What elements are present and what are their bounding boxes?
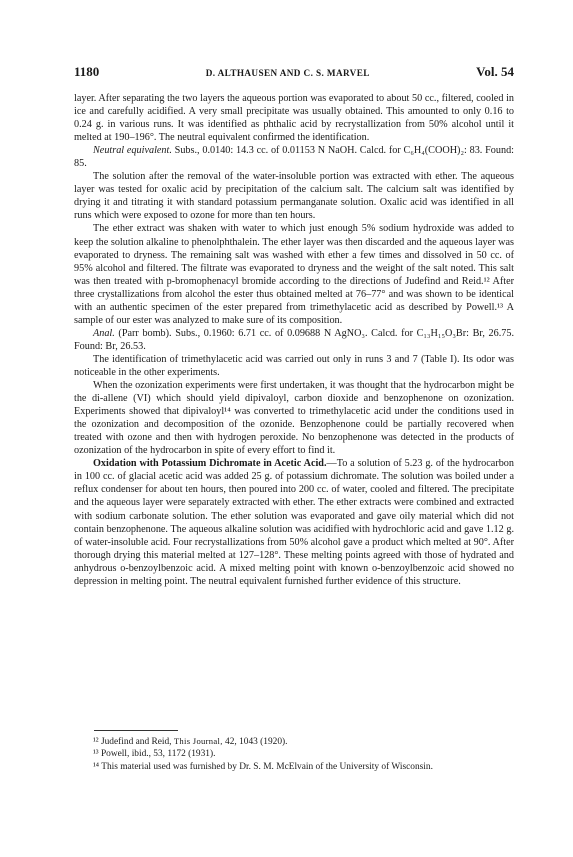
section-heading-dichromate: Oxidation with Potassium Dichromate in Acetic Acid. <box>93 458 327 470</box>
footnote-13: ¹³ Powell, ibid., 53, 1172 (1931). <box>93 749 216 760</box>
footnote-12-authors: ¹² Judefind and Reid, <box>93 737 174 747</box>
footnote-divider <box>94 730 178 731</box>
page-number: 1180 <box>74 64 100 79</box>
article-body <box>74 92 514 588</box>
running-head-authors: D. ALTHAUSEN AND C. S. MARVEL <box>205 68 370 78</box>
footnote-12-journal: This Journal, <box>173 736 223 746</box>
paragraph-oxalic-acid: The solution after the removal of the water-insoluble portion was extracted with ether. The aqueous layer was tested for oxalic acid by precipitation of the calcium salt. The calcium salt was identified by drying it and titrating it with standard potassium permanganate solution. Oxalic acid was identified in all runs which were exposed to ozone for more than ten hours. <box>74 171 514 222</box>
paragraph-dichromate-oxidation <box>74 457 514 587</box>
analysis-label: Anal. <box>93 327 115 339</box>
footnote-12-citation: 42, 1043 (1920). <box>222 737 288 747</box>
paragraph-analysis <box>74 327 514 353</box>
footnote-14: ¹⁴ This material used was furnished by Dr. S. M. McElvain of the University of Wisconsin. <box>93 761 433 772</box>
paragraph-ozonization: When the ozonization experiments were first undertaken, it was thought that the hydrocarbon might be the di-allene (VI) which should yield dipivaloyl, carbon dioxide and benzophenone on ozonization. Experiments showed that dipivaloyl¹⁴ was converted to trimethylacetic acid under the conditions used in the ozonization and decomposition of the ozonide. Benzophenone could be partially recovered when treated with ozone and then with hydrogen peroxide. No benzophenone was detected in the products of ozonization of the hydrocarbon in spite of every effort to find it. <box>74 380 514 457</box>
paragraph-phthalic-acid: layer. After separating the two layers the aqueous portion was evaporated to about 50 cc., filtered, cooled in ice and carefully acidified. A very small precipitate was usually obtained. This amounted to only 0.16 to 0.24 g. in various runs. It was identified as phthalic acid by recrystallization from 50% alcohol until it melted at 190–196°. The neutral equivalent confirmed the identification. <box>74 93 514 144</box>
running-header <box>74 64 514 80</box>
neutral-equivalent-label: Neutral equivalent. <box>93 145 172 157</box>
paragraph-ether-extract: The ether extract was shaken with water to which just enough 5% sodium hydroxide was added to keep the solution alkaline to phenolphthalein. The ether layer was then discarded and the aqueous layer was evaporated to dryness. The remaining salt was washed with ether a few times and dissolved in 50 cc. of 95% alcohol and filtered. The filtrate was evaporated to dryness and the weight of the salt noted. This salt was then treated with p-bromophenacyl bromide according to the directions of Judefind and Reid.¹² After three crystallizations from alcohol the ester thus obtained melted at 76–77° and was shown to be identical with an authentic specimen of the ester prepared from trimethylacetic acid as described by Powell.¹³ A sample of our ester was analyzed to make sure of its composition. <box>74 223 514 326</box>
analysis-text: (Parr bomb). Subs., 0.1960: 6.71 cc. of 0.09688 N AgNO₃. Calcd. for C₁₃H₁₅O₃Br: Br, 26.75. Found: Br, 26.53. <box>74 327 514 352</box>
paragraph-neutral-equivalent <box>74 144 514 170</box>
paragraph-trimethylacetic: The identification of trimethylacetic acid was carried out only in runs 3 and 7 (Table I). Its odor was noticeable in the other experiments. <box>74 353 514 378</box>
dichromate-text: —To a solution of 5.23 g. of the hydrocarbon in 100 cc. of glacial acetic acid was added 25 g. of potassium dichromate. The solution was boiled under a reflux condenser for about ten hours, then poured into 200 cc. of water, cooled and filtered. The precipitate and the aqueous layer were separately extracted with ether. The ether extracts were combined and extracted with sodium carbonate solution. The ether solution was evaporated and gave oily material which did not contain benzophenone. The aqueous alkaline solution was acidified with hydrochloric acid and gave 1.12 g. of water-insoluble acid. Four recrystallizations from 50% alcohol gave a product which melted at 90°. After thorough drying this material melted at 127–128°. These melting points agreed with those of hydrated and anhydrous o-benzoylbenzoic acid. A mixed melting point with known o-benzoylbenzoic acid showed no depression in melting point. The neutral equivalent furnished further evidence of this structure. <box>74 458 514 587</box>
footnotes <box>74 735 514 773</box>
volume-label: Vol. 54 <box>476 64 514 79</box>
footnote-12 <box>74 735 514 748</box>
neutral-equivalent-text: Subs., 0.0140: 14.3 cc. of 0.01153 N NaOH. Calcd. for C₆H₄(COOH)₂: 83. Found: 85. <box>74 145 514 170</box>
